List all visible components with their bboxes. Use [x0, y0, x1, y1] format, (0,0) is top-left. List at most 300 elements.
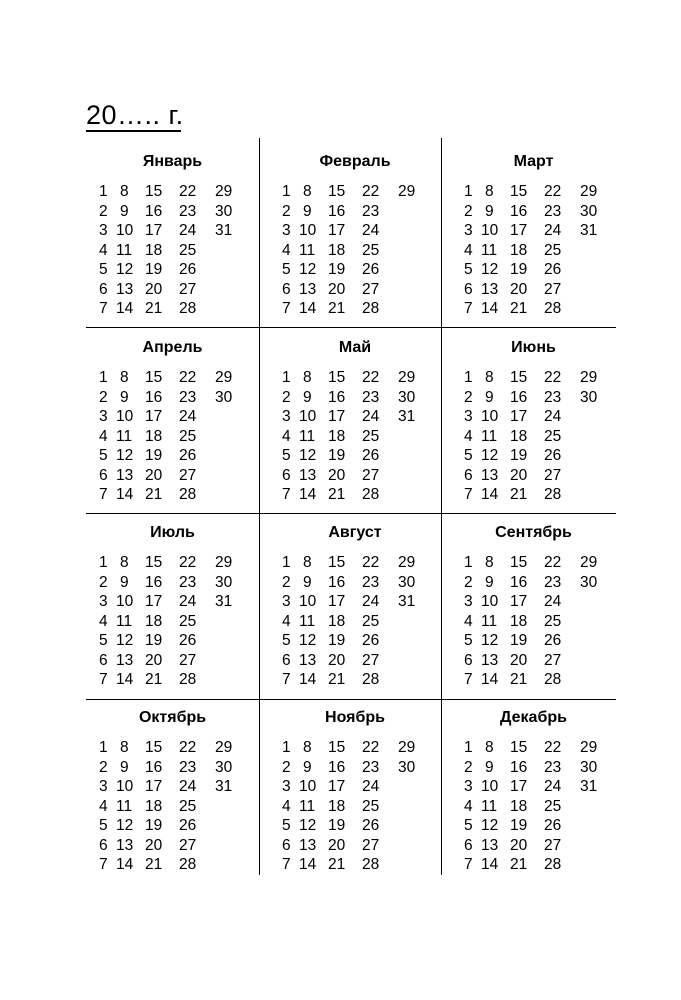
day-number: 26: [544, 632, 562, 649]
day-number: 6: [99, 466, 108, 484]
day-number: 17: [328, 408, 346, 425]
day-number: 3: [464, 778, 473, 795]
day-number: 20: [510, 466, 528, 484]
day-number: 13: [299, 651, 317, 669]
day-number: 23: [544, 388, 562, 406]
day-number: 27: [179, 466, 197, 484]
day-number: 3: [464, 593, 473, 610]
day-number: 11: [299, 612, 316, 630]
day-number: 28: [544, 671, 562, 688]
day-number: 2: [99, 758, 108, 776]
day-number: 31: [215, 222, 233, 239]
day-number: 25: [179, 241, 197, 259]
day-number: 29: [398, 369, 416, 386]
day-number: 29: [580, 739, 598, 756]
day-number: 23: [544, 202, 562, 220]
month-block: [269, 152, 441, 322]
day-number: 30: [215, 202, 233, 220]
day-number: 23: [179, 388, 197, 406]
day-number: 15: [328, 739, 346, 756]
day-number: 12: [299, 261, 317, 278]
day-number: 16: [145, 573, 163, 591]
day-number: 13: [116, 651, 134, 669]
day-number: 12: [299, 817, 317, 834]
day-number: 9: [303, 573, 312, 591]
day-number: 21: [328, 300, 346, 317]
day-number: 28: [362, 486, 380, 503]
day-number: 26: [179, 261, 197, 278]
day-number: 4: [282, 241, 291, 259]
day-number: 24: [179, 408, 197, 425]
day-number: 13: [481, 466, 499, 484]
day-number: 16: [510, 573, 528, 591]
day-number: 13: [299, 836, 317, 854]
day-number: 22: [179, 369, 197, 386]
day-number: 7: [99, 300, 108, 317]
day-number: 12: [481, 261, 499, 278]
month-name: Апрель: [142, 339, 203, 356]
day-number: 29: [580, 554, 598, 571]
month-block: [269, 338, 441, 508]
day-number: 20: [145, 466, 163, 484]
month-block: [86, 338, 259, 508]
day-number: 2: [282, 202, 291, 220]
day-number: 15: [145, 554, 163, 571]
day-number: 16: [145, 202, 163, 220]
month-name: Май: [338, 339, 372, 356]
day-number: 19: [328, 447, 346, 464]
day-number: 21: [145, 856, 163, 873]
month-name: Июнь: [511, 339, 556, 356]
day-number: 19: [510, 447, 528, 464]
day-number: 31: [580, 778, 598, 795]
day-number: 16: [510, 388, 528, 406]
day-number: 2: [464, 202, 473, 220]
day-number: 26: [544, 261, 562, 278]
day-number: 14: [299, 856, 317, 873]
day-number: 24: [362, 408, 380, 425]
day-number: 24: [544, 778, 562, 795]
day-number: 12: [481, 447, 499, 464]
day-number: 25: [362, 427, 380, 445]
day-number: 28: [179, 856, 197, 873]
day-number: 22: [544, 369, 562, 386]
day-number: 25: [544, 612, 562, 630]
day-number: 7: [282, 486, 291, 503]
day-number: 20: [328, 651, 346, 669]
day-number: 17: [328, 593, 346, 610]
day-number: 18: [328, 241, 346, 259]
day-number: 19: [328, 261, 346, 278]
day-number: 21: [510, 856, 528, 873]
day-number: 30: [398, 758, 416, 776]
day-number: 9: [120, 758, 129, 776]
day-number: 1: [99, 554, 108, 571]
day-number: 11: [299, 241, 316, 259]
day-number: 13: [116, 466, 134, 484]
day-number: 23: [179, 573, 197, 591]
day-number: 5: [282, 632, 291, 649]
day-number: 15: [328, 183, 346, 200]
day-number: 1: [464, 739, 473, 756]
day-number: 4: [464, 797, 473, 815]
day-number: 23: [362, 758, 380, 776]
day-number: 1: [464, 183, 473, 200]
day-number: 12: [299, 632, 317, 649]
day-number: 28: [544, 300, 562, 317]
day-number: 8: [485, 183, 494, 200]
day-number: 4: [464, 612, 473, 630]
day-number: 29: [580, 183, 598, 200]
day-number: 26: [362, 817, 380, 834]
day-number: 31: [215, 593, 233, 610]
month-block: [86, 523, 259, 693]
day-number: 27: [544, 651, 562, 669]
calendar-grid: [86, 138, 616, 875]
day-number: 7: [99, 671, 108, 688]
column-divider: [259, 138, 260, 875]
day-number: 7: [464, 300, 473, 317]
day-number: 8: [485, 554, 494, 571]
day-number: 26: [179, 632, 197, 649]
day-number: 23: [362, 573, 380, 591]
month-name: Декабрь: [500, 709, 567, 726]
day-number: 12: [116, 261, 134, 278]
day-number: 25: [362, 797, 380, 815]
day-number: 4: [464, 241, 473, 259]
day-number: 12: [481, 817, 499, 834]
day-number: 8: [485, 739, 494, 756]
day-number: 25: [179, 612, 197, 630]
day-number: 1: [99, 183, 108, 200]
day-number: 10: [481, 593, 499, 610]
day-number: 30: [398, 388, 416, 406]
day-number: 5: [464, 261, 473, 278]
day-number: 3: [282, 408, 291, 425]
day-number: 1: [282, 183, 291, 200]
day-number: 5: [464, 817, 473, 834]
day-number: 6: [99, 280, 108, 298]
year-title: 20….. г.: [86, 100, 184, 130]
day-number: 9: [120, 573, 129, 591]
day-number: 12: [481, 632, 499, 649]
row-divider: [86, 327, 616, 328]
day-number: 11: [299, 427, 316, 445]
day-number: 22: [544, 554, 562, 571]
day-number: 8: [303, 183, 312, 200]
day-number: 11: [481, 427, 498, 445]
day-number: 5: [282, 261, 291, 278]
day-number: 17: [328, 222, 346, 239]
day-number: 17: [145, 222, 163, 239]
day-number: 6: [282, 280, 291, 298]
day-number: 3: [99, 778, 108, 795]
day-number: 2: [464, 573, 473, 591]
day-number: 14: [299, 671, 317, 688]
day-number: 1: [282, 554, 291, 571]
day-number: 5: [99, 632, 108, 649]
day-number: 14: [116, 486, 134, 503]
day-number: 24: [544, 222, 562, 239]
day-number: 31: [580, 222, 598, 239]
day-number: 9: [485, 202, 494, 220]
day-number: 21: [510, 671, 528, 688]
day-number: 20: [510, 280, 528, 298]
day-number: 15: [510, 554, 528, 571]
month-block: [451, 708, 616, 878]
day-number: 26: [362, 632, 380, 649]
day-number: 2: [99, 202, 108, 220]
day-number: 7: [464, 486, 473, 503]
day-number: 29: [215, 369, 233, 386]
day-number: 11: [299, 797, 316, 815]
day-number: 18: [145, 797, 163, 815]
day-number: 22: [362, 183, 380, 200]
day-number: 26: [362, 261, 380, 278]
day-number: 10: [481, 778, 499, 795]
day-number: 17: [510, 408, 528, 425]
day-number: 24: [179, 778, 197, 795]
day-number: 2: [99, 388, 108, 406]
day-number: 17: [510, 778, 528, 795]
day-number: 5: [99, 447, 108, 464]
day-number: 16: [145, 758, 163, 776]
day-number: 10: [299, 593, 317, 610]
day-number: 19: [145, 261, 163, 278]
month-name: Март: [513, 153, 554, 170]
day-number: 26: [544, 447, 562, 464]
day-number: 9: [485, 758, 494, 776]
day-number: 7: [99, 486, 108, 503]
day-number: 5: [464, 632, 473, 649]
day-number: 25: [544, 427, 562, 445]
day-number: 11: [116, 612, 133, 630]
day-number: 4: [464, 427, 473, 445]
day-number: 8: [120, 554, 129, 571]
day-number: 22: [362, 554, 380, 571]
day-number: 9: [303, 202, 312, 220]
day-number: 17: [145, 408, 163, 425]
day-number: 24: [179, 593, 197, 610]
day-number: 10: [116, 593, 134, 610]
day-number: 29: [215, 739, 233, 756]
day-number: 10: [481, 408, 499, 425]
day-number: 24: [544, 593, 562, 610]
day-number: 22: [179, 739, 197, 756]
day-number: 23: [362, 388, 380, 406]
day-number: 15: [145, 739, 163, 756]
day-number: 11: [116, 797, 133, 815]
day-number: 7: [282, 856, 291, 873]
day-number: 22: [179, 554, 197, 571]
day-number: 28: [362, 856, 380, 873]
day-number: 15: [328, 554, 346, 571]
day-number: 24: [362, 778, 380, 795]
day-number: 9: [120, 202, 129, 220]
day-number: 21: [145, 486, 163, 503]
day-number: 6: [464, 651, 473, 669]
day-number: 27: [362, 651, 380, 669]
day-number: 6: [464, 836, 473, 854]
day-number: 30: [580, 758, 598, 776]
day-number: 18: [510, 797, 528, 815]
day-number: 1: [99, 739, 108, 756]
day-number: 7: [464, 856, 473, 873]
day-number: 11: [481, 612, 498, 630]
day-number: 10: [299, 222, 317, 239]
day-number: 14: [116, 856, 134, 873]
day-number: 23: [179, 202, 197, 220]
month-block: [451, 338, 616, 508]
day-number: 21: [510, 300, 528, 317]
day-number: 1: [282, 739, 291, 756]
day-number: 13: [116, 836, 134, 854]
day-number: 27: [179, 280, 197, 298]
day-number: 27: [362, 466, 380, 484]
day-number: 4: [99, 797, 108, 815]
day-number: 20: [145, 836, 163, 854]
day-number: 31: [215, 778, 233, 795]
day-number: 19: [145, 447, 163, 464]
day-number: 10: [116, 408, 134, 425]
day-number: 27: [362, 836, 380, 854]
day-number: 28: [179, 671, 197, 688]
day-number: 4: [282, 797, 291, 815]
day-number: 6: [282, 651, 291, 669]
month-block: [269, 523, 441, 693]
day-number: 13: [481, 836, 499, 854]
day-number: 29: [215, 554, 233, 571]
day-number: 28: [179, 300, 197, 317]
day-number: 16: [328, 573, 346, 591]
day-number: 19: [510, 817, 528, 834]
day-number: 14: [299, 486, 317, 503]
month-block: [269, 708, 441, 878]
day-number: 3: [99, 408, 108, 425]
day-number: 9: [485, 573, 494, 591]
year-underline: [86, 130, 181, 132]
day-number: 24: [179, 222, 197, 239]
day-number: 18: [510, 612, 528, 630]
day-number: 21: [328, 856, 346, 873]
day-number: 16: [328, 758, 346, 776]
day-number: 10: [299, 408, 317, 425]
day-number: 11: [116, 427, 133, 445]
day-number: 14: [116, 671, 134, 688]
day-number: 30: [580, 388, 598, 406]
day-number: 14: [481, 856, 499, 873]
day-number: 21: [145, 671, 163, 688]
day-number: 6: [282, 466, 291, 484]
day-number: 30: [215, 388, 233, 406]
day-number: 28: [544, 856, 562, 873]
day-number: 22: [179, 183, 197, 200]
day-number: 3: [99, 222, 108, 239]
day-number: 26: [362, 447, 380, 464]
month-name: Июль: [150, 524, 195, 541]
day-number: 12: [116, 632, 134, 649]
row-divider: [86, 699, 616, 700]
day-number: 20: [145, 651, 163, 669]
day-number: 17: [145, 778, 163, 795]
day-number: 17: [145, 593, 163, 610]
day-number: 5: [282, 447, 291, 464]
day-number: 15: [145, 183, 163, 200]
day-number: 2: [282, 758, 291, 776]
day-number: 20: [145, 280, 163, 298]
day-number: 15: [510, 369, 528, 386]
day-number: 10: [116, 778, 134, 795]
day-number: 18: [510, 241, 528, 259]
day-number: 16: [510, 202, 528, 220]
day-number: 18: [328, 612, 346, 630]
day-number: 25: [362, 612, 380, 630]
day-number: 13: [481, 280, 499, 298]
day-number: 18: [510, 427, 528, 445]
day-number: 10: [299, 778, 317, 795]
day-number: 30: [580, 202, 598, 220]
day-number: 16: [510, 758, 528, 776]
day-number: 18: [328, 427, 346, 445]
day-number: 12: [299, 447, 317, 464]
day-number: 2: [282, 388, 291, 406]
day-number: 23: [362, 202, 380, 220]
day-number: 1: [464, 369, 473, 386]
day-number: 29: [398, 739, 416, 756]
day-number: 9: [303, 388, 312, 406]
day-number: 25: [544, 797, 562, 815]
day-number: 18: [145, 427, 163, 445]
day-number: 17: [510, 593, 528, 610]
day-number: 8: [485, 369, 494, 386]
day-number: 6: [99, 651, 108, 669]
day-number: 26: [544, 817, 562, 834]
day-number: 9: [485, 388, 494, 406]
day-number: 8: [303, 369, 312, 386]
day-number: 18: [145, 612, 163, 630]
day-number: 29: [398, 183, 416, 200]
month-block: [451, 152, 616, 322]
month-name: Ноябрь: [325, 709, 385, 726]
day-number: 25: [179, 427, 197, 445]
day-number: 23: [544, 758, 562, 776]
day-number: 24: [544, 408, 562, 425]
day-number: 2: [282, 573, 291, 591]
day-number: 3: [99, 593, 108, 610]
day-number: 7: [282, 300, 291, 317]
day-number: 11: [481, 241, 498, 259]
row-divider: [86, 513, 616, 514]
day-number: 26: [179, 817, 197, 834]
day-number: 18: [328, 797, 346, 815]
day-number: 19: [328, 632, 346, 649]
month-block: [451, 523, 616, 693]
day-number: 11: [481, 797, 498, 815]
day-number: 4: [99, 612, 108, 630]
day-number: 5: [282, 817, 291, 834]
day-number: 2: [99, 573, 108, 591]
day-number: 23: [179, 758, 197, 776]
day-number: 7: [99, 856, 108, 873]
day-number: 4: [282, 612, 291, 630]
day-number: 14: [481, 300, 499, 317]
day-number: 17: [328, 778, 346, 795]
day-number: 27: [362, 280, 380, 298]
day-number: 20: [510, 651, 528, 669]
day-number: 16: [145, 388, 163, 406]
month-name: Январь: [142, 153, 203, 170]
day-number: 10: [116, 222, 134, 239]
